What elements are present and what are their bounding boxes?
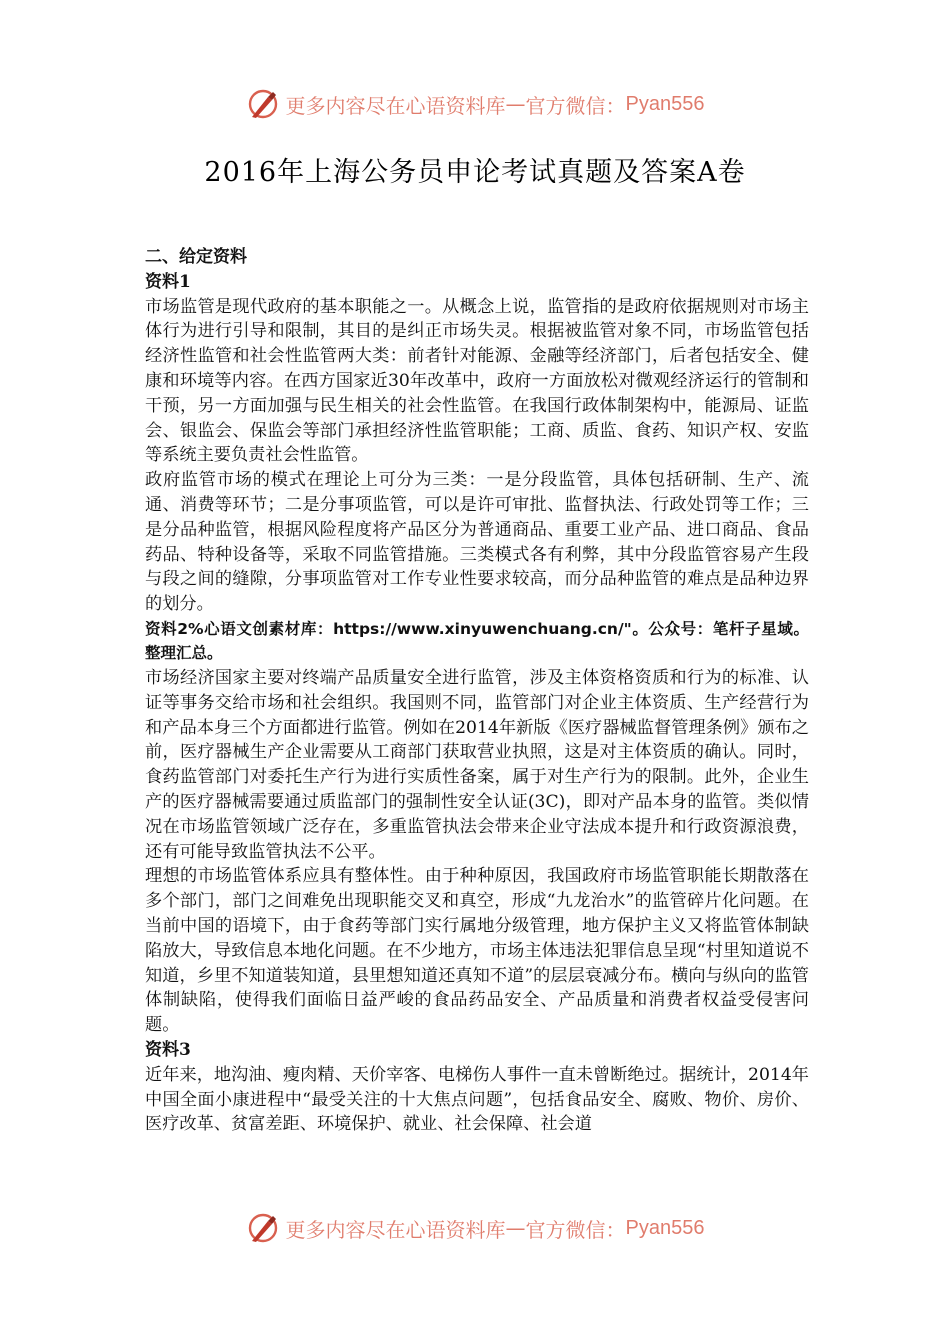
material-1-label: 资料1 bbox=[145, 271, 191, 292]
banner-separator: — bbox=[505, 92, 526, 116]
watermark-banner-top bbox=[0, 84, 950, 124]
document-body bbox=[145, 245, 809, 1137]
material-3-label: 资料3 bbox=[145, 1039, 191, 1060]
banner-handle: Pyan556 bbox=[625, 1216, 705, 1239]
document-title: 2016年上海公务员申论考试真题及答案A卷 bbox=[204, 157, 746, 188]
banner-official-label: 官方微信： bbox=[525, 93, 626, 118]
material-2-source-line: 资料2%心语文创素材库：https://www.xinyuwenchuang.cn/"。公众号：笔杆子星域。整理汇总。 bbox=[145, 619, 809, 663]
material-3-paragraph: 近年来，地沟油、瘦肉精、天价宰客、电梯伤人事件一直未曾断绝过。据统计，2014年中国全面小康进程中“最受关注的十大焦点问题”，包括食品安全、腐败、物价、房价、医疗改革、贫富差距、环境保护、就业、社会保障、社会道 bbox=[145, 1064, 809, 1135]
pen-logo-icon bbox=[246, 1211, 280, 1245]
banner-text: 更多内容尽在心语资料库 bbox=[285, 93, 506, 118]
section-heading: 二、给定资料 bbox=[145, 247, 247, 267]
pen-logo-icon bbox=[246, 87, 280, 121]
banner-handle: Pyan556 bbox=[625, 92, 705, 115]
material-1-paragraph: 市场监管是现代政府的基本职能之一。从概念上说，监管指的是政府依据规则对市场主体行为进行引导和限制，其目的是纠正市场失灵。根据被监管对象不同，市场监管包括经济性监管和社会性监管两大类：前者针对能源、金融等经济部门，后者包括安全、健康和环境等内容。在西方国家近30年改革中，政府一方面放松对微观经济运行的管制和干预，另一方面加强与民生相关的社会性监管。在我国行政体制架构中，能源局、证监会、银监会、保监会等部门承担经济性监管职能；工商、质监、食药、知识产权、安监等系统主要负责社会性监管。 bbox=[145, 296, 809, 466]
banner-official-label: 官方微信： bbox=[525, 1217, 626, 1242]
banner-text: 更多内容尽在心语资料库 bbox=[285, 1217, 506, 1242]
watermark-banner-bottom bbox=[0, 1208, 950, 1248]
material-2-paragraph: 理想的市场监管体系应具有整体性。由于种种原因，我国政府市场监管职能长期散落在多个部门，部门之间难免出现职能交叉和真空，形成“九龙治水”的监管碎片化问题。在当前中国的语境下，由于食药等部门实行属地分级管理，地方保护主义又将监管体制缺陷放大，导致信息本地化问题。在不少地方，市场主体违法犯罪信息呈现“村里知道说不知道，乡里不知道装知道，县里想知道还真知不道”的层层衰减分布。横向与纵向的监管体制缺陷，使得我们面临日益严峻的食品药品安全、产品质量和消费者权益受侵害问题。 bbox=[145, 866, 809, 1036]
banner-separator: — bbox=[505, 1216, 526, 1240]
material-1-paragraph: 政府监管市场的模式在理论上可分为三类：一是分段监管，具体包括研制、生产、流通、消费等环节；二是分事项监管，可以是许可审批、监督执法、行政处罚等工作；三是分品种监管，根据风险程度将产品区分为普通商品、重要工业产品、进口商品、食品药品、特种设备等，采取不同监管措施。三类模式各有利弊，其中分段监管容易产生段与段之间的缝隙，分事项监管对工作专业性要求较高，而分品种监管的难点是品种边界的划分。 bbox=[145, 470, 809, 615]
material-2-paragraph: 市场经济国家主要对终端产品质量安全进行监管，涉及主体资格资质和行为的标准、认证等事务交给市场和社会组织。我国则不同，监管部门对企业主体资质、生产经营行为和产品本身三个方面都进行监管。例如在2014年新版《医疗器械监督管理条例》颁布之前，医疗器械生产企业需要从工商部门获取营业执照，这是对主体资质的确认。同时，食药监管部门对委托生产行为进行实质性备案，属于对生产行为的限制。此外，企业生产的医疗器械需要通过质监部门的强制性安全认证(3C)，即对产品本身的监管。类似情况在市场监管领域广泛存在，多重监管执法会带来企业守法成本提升和行政资源浪费，还有可能导致监管执法不公平。 bbox=[145, 667, 809, 862]
